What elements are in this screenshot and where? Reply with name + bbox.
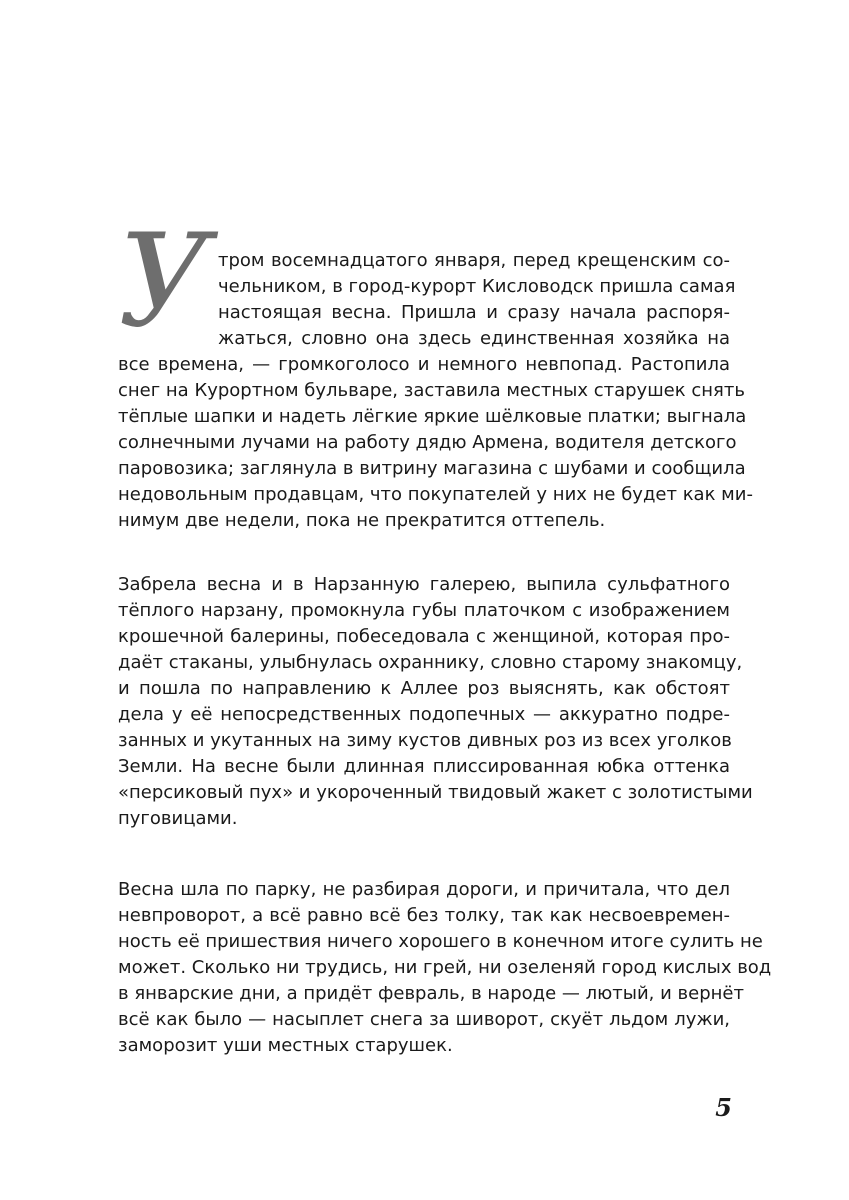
paragraph-1-line-2: чельником, в город-курорт Кисловодск пришла самая bbox=[218, 276, 736, 297]
paragraph-2-line-10: пуговицами. bbox=[118, 808, 238, 829]
paragraph-1-line-11: нимум две недели, пока не прекратится оттепель. bbox=[118, 510, 606, 531]
paragraph-3-line-1: Весна шла по парку, не разбирая дороги, и причитала, что дел bbox=[118, 879, 730, 900]
paragraph-2-line-6: дела у её непосредственных подопечных — аккуратно подре- bbox=[118, 704, 730, 725]
paragraph-1-line-3: настоящая весна. Пришла и сразу начала распоря- bbox=[218, 302, 730, 323]
paragraph-3-line-2: невпроворот, а всё равно всё без толку, так как несвоевремен- bbox=[118, 905, 730, 926]
paragraph-1-line-6: снег на Курортном бульваре, заставила местных старушек снять bbox=[118, 380, 745, 401]
paragraph-3-line-4: может. Сколько ни трудись, ни грей, ни озеленяй город кислых вод bbox=[118, 957, 772, 978]
paragraph-2-line-7: занных и укутанных на зиму кустов дивных роз из всех уголков bbox=[118, 730, 732, 751]
paragraph-1-line-10: недовольным продавцам, что покупателей у них не будет как ми- bbox=[118, 484, 753, 505]
paragraph-1-line-8: солнечными лучами на работу дядю Армена, водителя детского bbox=[118, 432, 737, 453]
paragraph-3-line-5: в январские дни, а придёт февраль, в народе — лютый, и вернёт bbox=[118, 983, 744, 1004]
paragraph-1-line-5: все времена, — громкоголосо и немного невпопад. Растопила bbox=[118, 354, 730, 375]
paragraph-3-line-7: заморозит уши местных старушек. bbox=[118, 1035, 453, 1056]
paragraph-2-line-3: крошечной балерины, побеседовала с женщиной, которая про- bbox=[118, 626, 730, 647]
drop-cap-letter: У bbox=[118, 207, 211, 356]
paragraph-1-line-9: паровозика; заглянула в витрину магазина с шубами и сообщила bbox=[118, 458, 746, 479]
paragraph-2-line-4: даёт стаканы, улыбнулась охраннику, словно старому знакомцу, bbox=[118, 652, 743, 673]
paragraph-2-line-8: Земли. На весне были длинная плиссированная юбка оттенка bbox=[118, 756, 730, 777]
paragraph-2-line-9: «персиковый пух» и укороченный твидовый жакет с золотистыми bbox=[118, 782, 753, 803]
page-number: 5 bbox=[715, 1093, 732, 1122]
paragraph-1-line-4: жаться, словно она здесь единственная хозяйка на bbox=[218, 328, 730, 349]
paragraph-2-line-5: и пошла по направлению к Аллее роз выяснять, как обстоят bbox=[118, 678, 730, 699]
paragraph-1-line-7: тёплые шапки и надеть лёгкие яркие шёлковые платки; выгнала bbox=[118, 406, 747, 427]
paragraph-1-line-1: тром восемнадцатого января, перед крещенским со- bbox=[218, 250, 730, 271]
paragraph-2-line-2: тёплого нарзану, промокнула губы платочком с изображением bbox=[118, 600, 730, 621]
paragraph-3-line-3: ность её пришествия ничего хорошего в конечном итоге сулить не bbox=[118, 931, 763, 952]
paragraph-2-line-1: Забрела весна и в Нарзанную галерею, выпила сульфатного bbox=[118, 574, 730, 595]
paragraph-3-line-6: всё как было — насыплет снега за шиворот, скуёт льдом лужи, bbox=[118, 1009, 730, 1030]
